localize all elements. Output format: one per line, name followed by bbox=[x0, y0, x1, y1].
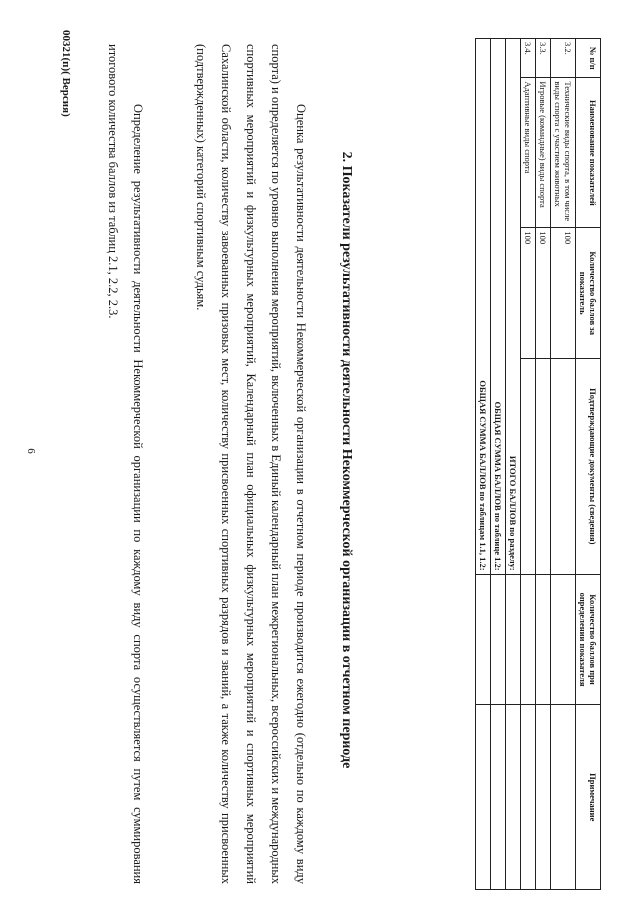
table-row bbox=[551, 39, 576, 890]
header-cell: Наименование показателей bbox=[576, 78, 601, 228]
row-score bbox=[521, 574, 536, 705]
total-all-row bbox=[476, 39, 491, 890]
table-header-row bbox=[576, 39, 601, 890]
row-score bbox=[536, 574, 551, 705]
total-all-label: ОБЩАЯ СУММА БАЛЛОВ по таблицам 1.1, 1.2: bbox=[476, 39, 491, 575]
row-note bbox=[551, 705, 576, 890]
total-table-label: ОБЩАЯ СУММА БАЛЛОВ по таблице 1.2: bbox=[491, 39, 506, 575]
total-section-value bbox=[506, 574, 521, 705]
section-title: 2. Показатели результативности деятельности Некоммерческой организации в отчетном периоде bbox=[339, 151, 354, 769]
header-cell: Подтверждающие документы (сведения) bbox=[576, 358, 601, 574]
header-cell: Количество баллов при определении показателя bbox=[576, 574, 601, 705]
row-number: 3.2. bbox=[551, 39, 576, 78]
table-row bbox=[536, 39, 551, 890]
total-table-value bbox=[491, 574, 506, 705]
row-note bbox=[521, 705, 536, 890]
header-cell: № п/п bbox=[576, 39, 601, 78]
paragraph-assessment: Оценка результативности деятельности Некоммерческой организации в отчетном периоде производится ежегодно (отдельно по каждому виду спорта) и определяется по уровню выполнения мероприятий, включенных в Единый календарный план межрегиональных, всероссийских и международных спортивных мероприятий и физкультурных мероприятий, Календарный план официальных физкультурных мероприятий и спортивных мероприятий Сахалинской области, количеству завоеванных призовых мест, количеству присвоенных спортивных разрядов и званий, а также количеству присвоенных (подтвержденных) категорий спортивным судьям. bbox=[194, 44, 308, 884]
row-docs bbox=[551, 358, 576, 574]
total-table-row bbox=[491, 39, 506, 890]
total-section-row bbox=[506, 39, 521, 890]
paragraph-definition: Определение результативности деятельности Некоммерческой организации по каждому виду спорта осуществляется путем суммирования итогового количества баллов из таблиц 2.1, 2.2, 2.3. bbox=[106, 44, 145, 884]
total-section-label: ИТОГО БАЛЛОВ по разделу: bbox=[506, 39, 521, 575]
row-docs bbox=[521, 358, 536, 574]
row-name: Игровые (командные) виды спорта bbox=[536, 78, 551, 228]
header-cell: Количество баллов за показатель bbox=[576, 228, 601, 359]
header-cell: Примечание bbox=[576, 705, 601, 890]
row-number: 3.4. bbox=[521, 39, 536, 78]
row-note bbox=[536, 705, 551, 890]
table-row bbox=[521, 39, 536, 890]
row-name: Технические виды спорта, в том числе виды спорта с участием животных bbox=[551, 78, 576, 228]
score-table bbox=[475, 38, 601, 890]
row-name: Адаптивные виды спорта bbox=[521, 78, 536, 228]
row-number: 3.3. bbox=[536, 39, 551, 78]
row-points: 100 bbox=[551, 228, 576, 359]
row-score bbox=[551, 574, 576, 705]
row-docs bbox=[536, 358, 551, 574]
total-all-value bbox=[476, 574, 491, 705]
row-points: 100 bbox=[521, 228, 536, 359]
total-table-note bbox=[491, 705, 506, 890]
document-footer: 00321(п)( Версия) bbox=[60, 30, 72, 117]
total-all-note bbox=[476, 705, 491, 890]
total-section-note bbox=[506, 705, 521, 890]
rotated-page-content bbox=[45, 30, 605, 890]
row-points: 100 bbox=[536, 228, 551, 359]
page-number: 6 bbox=[24, 448, 37, 454]
